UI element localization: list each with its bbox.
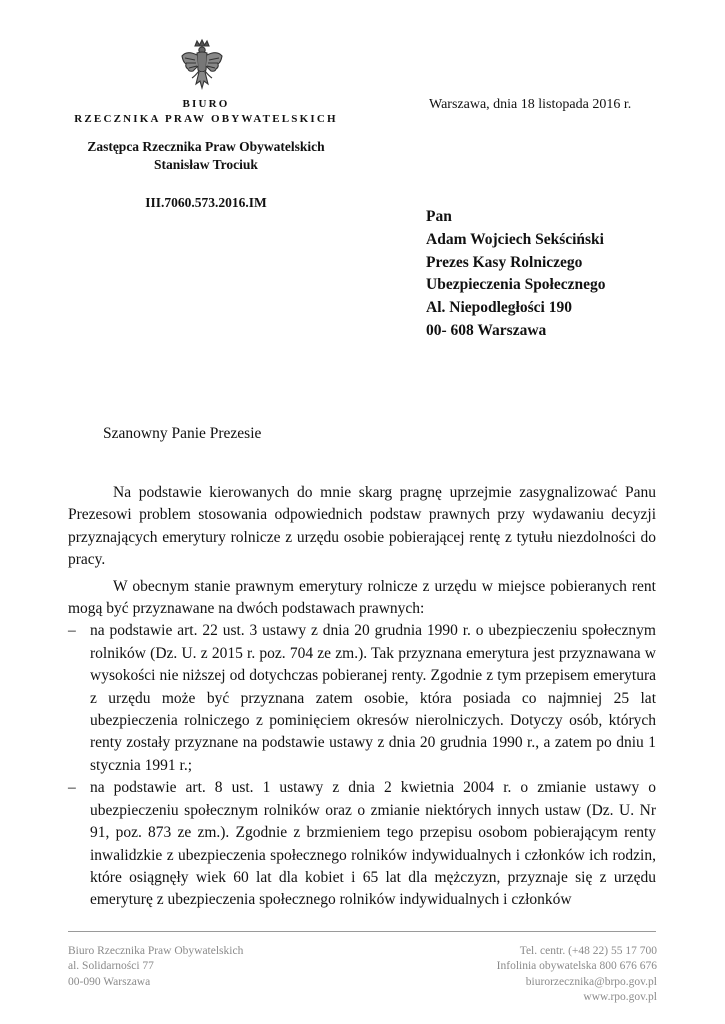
footer-email: biurorzecznika@brpo.gov.pl xyxy=(525,975,657,988)
recipient-line: Prezes Kasy Rolniczego xyxy=(426,253,583,271)
footer-phone: Tel. centr. (+48 22) 55 17 700 xyxy=(519,945,657,957)
deputy-title: Zastępca Rzecznika Praw Obywatelskich xyxy=(87,139,325,154)
office-name-line1: BIURO xyxy=(182,98,230,110)
list-item-text: na podstawie art. 8 ust. 1 ustawy z dnia 2 kwietnia 2004 r. o zmianie ustawy o ubezpieczeniu społecznym rolników oraz o zmianie niektórych innych ustaw (Dz. U. Nr 91, poz. 873 ze zm.). Zgodnie z brzmieniem tego przepisu osobom pobierającym renty inwalidzkie z ubezpieczenia społecznego rolników indywidualnych i członków ich rodzin, które osiągnęły wiek 60 lat dla kobiet i 65 lat dla mężczyzn, przyznaje się z urzędu emeryturę z ubezpieczenia społecznego rolników indywidualnych i członków xyxy=(90,779,656,909)
recipient-line: 00- 608 Warszawa xyxy=(426,321,547,339)
footer-contact xyxy=(497,944,657,1006)
dash-bullet: – xyxy=(68,622,76,640)
body-paragraph: W obecnym stanie prawnym emerytury rolnicze z urzędu w miejsce pobieranych rent mogą być przyznawane na dwóch podstawach prawnych: xyxy=(68,577,656,618)
recipient-line: Pan xyxy=(426,208,452,225)
footer-address xyxy=(68,944,243,990)
deputy-name: Stanisław Trociuk xyxy=(154,157,258,172)
dash-bullet: – xyxy=(68,779,76,797)
footer-hotline: Infolinia obywatelska 800 676 676 xyxy=(496,960,657,973)
recipient-line: Adam Wojciech Sekściński xyxy=(426,230,604,248)
polish-eagle-emblem-icon xyxy=(179,38,225,92)
recipient-line: Ubezpieczenia Społecznego xyxy=(426,276,606,294)
office-name-line2: RZECZNIKA PRAW OBYWATELSKICH xyxy=(74,113,338,125)
footer-divider xyxy=(68,931,656,932)
salutation: Szanowny Panie Prezesie xyxy=(103,425,262,442)
list-item-text: na podstawie art. 22 ust. 3 ustawy z dnia 20 grudnia 1990 r. o ubezpieczeniu społecznym rolników (Dz. U. z 2015 r. poz. 704 ze zm.). Tak przyznana emerytura jest przyznawana w wysokości nie niższej od dotychczas pobieranej renty. Zgodnie z tym przepisem emerytura z urzędu może być przyznana zatem osobie, która posiada co najmniej 25 lat ubezpieczenia rolniczego z pominięciem okresów nierolniczych. Dotyczy osób, których renty zostały przyznane na podstawie ustawy z dnia 20 grudnia 1990 r., a zatem po dniu 1 stycznia 1991 r.; xyxy=(90,622,656,774)
list-item xyxy=(68,620,656,777)
footer-line: 00-090 Warszawa xyxy=(68,975,151,988)
footer-line: al. Solidarności 77 xyxy=(68,960,154,973)
deputy-signature-block xyxy=(60,138,352,174)
letter-body xyxy=(68,482,656,912)
recipient-address-block xyxy=(426,206,606,343)
legal-basis-list xyxy=(68,620,656,911)
reference-number: III.7060.573.2016.IM xyxy=(145,195,267,210)
footer-website: www.rpo.gov.pl xyxy=(583,991,657,1004)
place-and-date: Warszawa, dnia 18 listopada 2016 r. xyxy=(429,97,632,112)
list-item xyxy=(68,777,656,911)
body-paragraph: Na podstawie kierowanych do mnie skarg pragnę uprzejmie zasygnalizować Panu Prezesowi problem stosowania odpowiednich podstaw prawnych przy wydawaniu decyzji przyznających emerytury rolnicze z urzędu osobie pobierającej rentę z tytułu niezdolności do pracy. xyxy=(68,484,656,569)
recipient-line: Al. Niepodległości 190 xyxy=(426,299,572,317)
footer-line: Biuro Rzecznika Praw Obywatelskich xyxy=(68,945,244,957)
